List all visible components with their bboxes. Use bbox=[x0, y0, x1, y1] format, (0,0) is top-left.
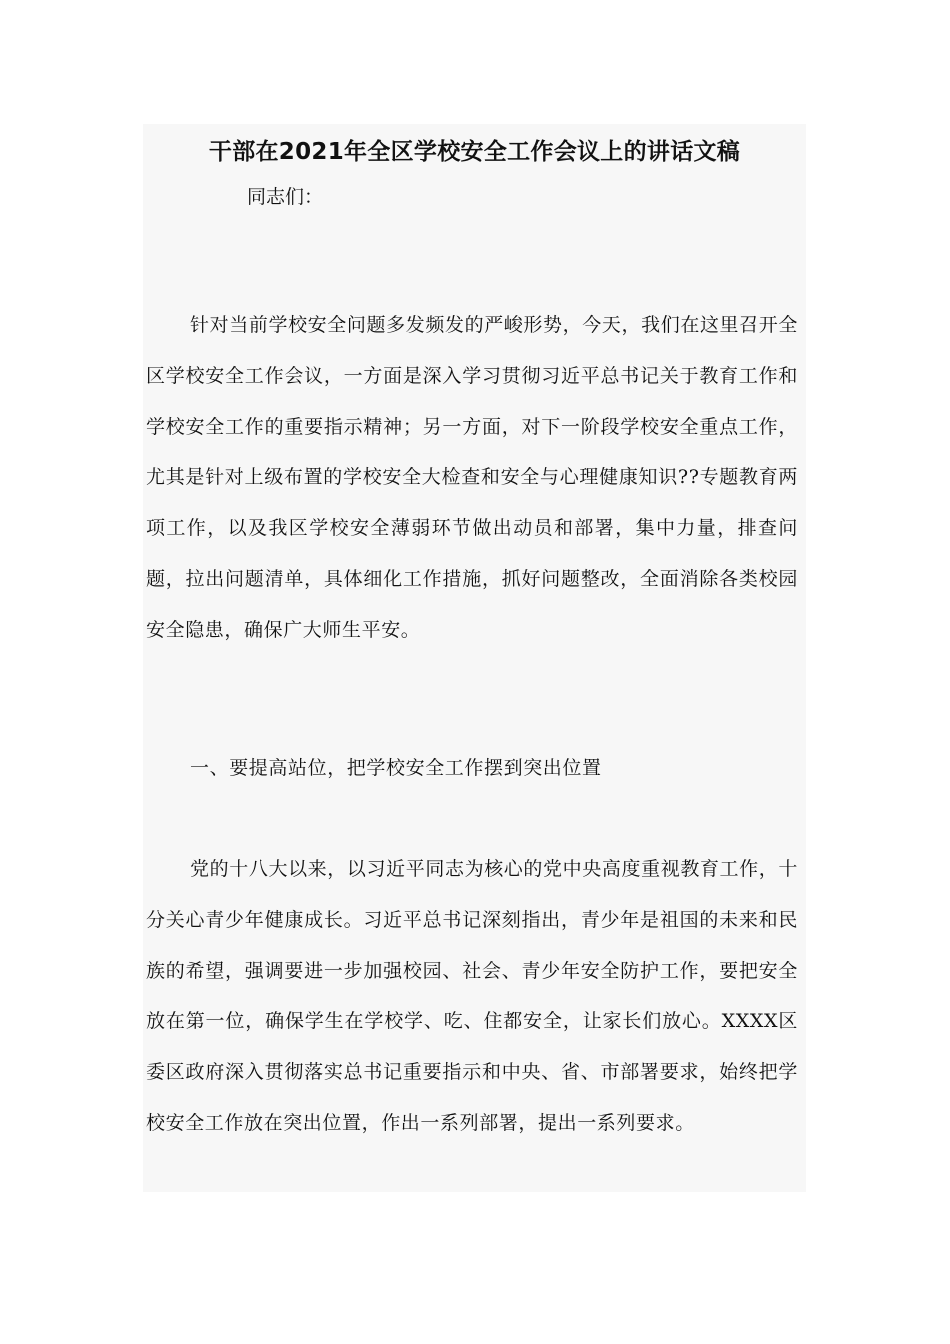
section-heading: 一、要提高站位，把学校安全工作摆到突出位置 bbox=[190, 757, 602, 779]
body-paragraph-section-1: 党的十八大以来，以习近平同志为核心的党中央高度重视教育工作，十分关心青少年健康成长。习近平总书记深刻指出，青少年是祖国的未来和民族的希望，强调要进一步加强校园、社会、青少年安全防护工作，要把安全放在第一位，确保学生在学校学、吃、住都安全，让家长们放心。XXXX区委区政府深入贯彻落实总书记重要指示和中央、省、市部署要求，始终把学校安全工作放在突出位置，作出一系列部署，提出一系列要求。 bbox=[146, 858, 798, 1134]
document-title: 干部在2021年全区学校安全工作会议上的讲话文稿 bbox=[208, 139, 741, 165]
body-paragraph-intro: 针对当前学校安全问题多发频发的严峻形势，今天，我们在这里召开全区学校安全工作会议，一方面是深入学习贯彻习近平总书记关于教育工作和学校安全工作的重要指示精神；另一方面，对下一阶段学校安全重点工作，尤其是针对上级布置的学校安全大检查和安全与心理健康知识??专题教育两项工作，以及我区学校安全薄弱环节做出动员和部署，集中力量，排查问题，拉出问题清单，具体细化工作措施，抓好问题整改，全面消除各类校园安全隐患，确保广大师生平安。 bbox=[146, 314, 798, 641]
salutation: 同志们： bbox=[247, 186, 324, 208]
